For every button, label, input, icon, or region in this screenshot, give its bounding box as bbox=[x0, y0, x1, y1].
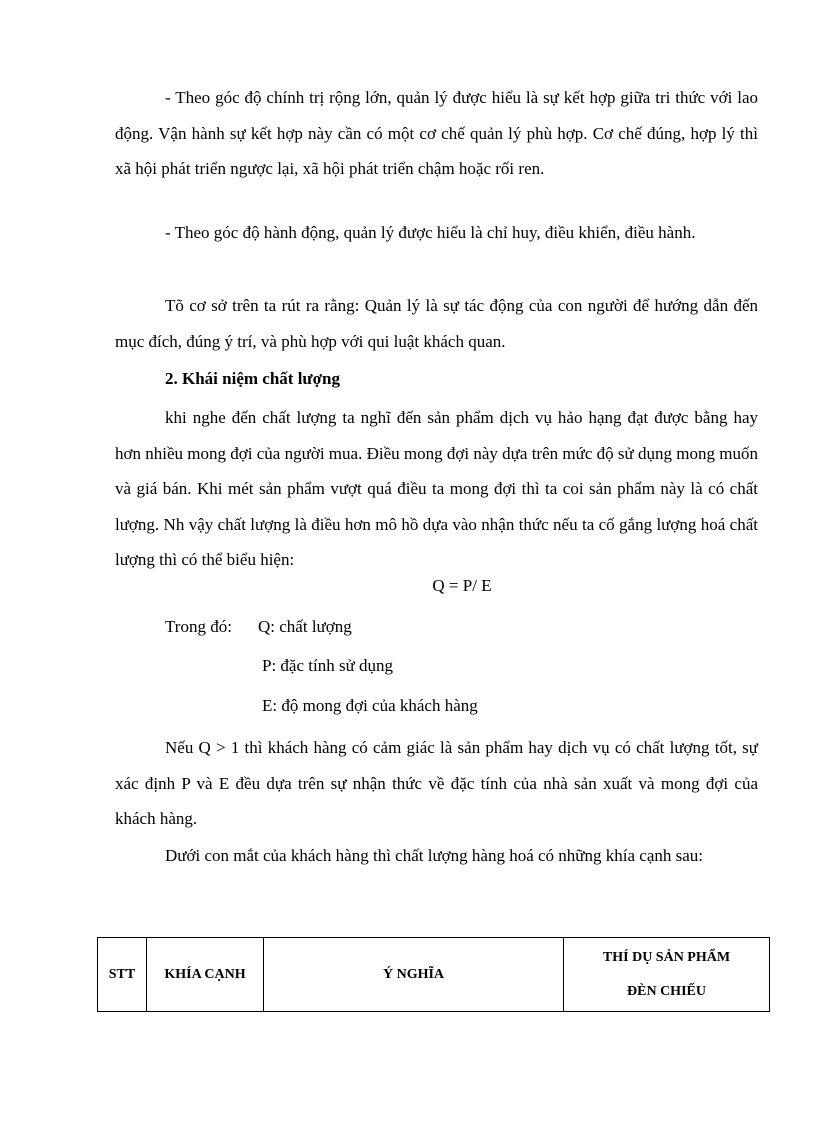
definition-p: P: đặc tính sử dụng bbox=[262, 656, 394, 675]
section-heading: 2. Khái niệm chất lượng bbox=[165, 369, 340, 388]
quality-formula: Q = P/ E bbox=[432, 576, 492, 595]
header-aspect: KHÍA CẠNH bbox=[147, 938, 264, 1012]
paragraph-conclusion: Tõ cơ sở trên ta rút ra rằng: Quản lý là sự tác động của con người để hướng dẫn đến mục đích, đúng ý trí, và phù hợp với qui luật khách quan. bbox=[115, 296, 758, 351]
table-header-row bbox=[98, 938, 770, 1012]
quality-aspects-table bbox=[97, 937, 770, 1012]
paragraph-customer-view: Dưới con mắt của khách hàng thì chất lượng hàng hoá có những khía cạnh sau: bbox=[165, 846, 703, 865]
definition-q: Q: chất lượng bbox=[258, 617, 352, 636]
paragraph-q-condition: Nếu Q > 1 thì khách hàng có cảm giác là sản phẩm hay dịch vụ có chất lượng tốt, sự xác định P và E đều dựa trên sự nhận thức về đặc tính của nhà sản xuất và mong đợi của khách hàng. bbox=[115, 738, 758, 828]
header-stt: STT bbox=[98, 938, 147, 1012]
paragraph-political-angle: - Theo góc độ chính trị rộng lớn, quản lý được hiểu là sự kết hợp giữa tri thức với lao động. Vận hành sự kết hợp này cần có một cơ chế quản lý phù hợp. Cơ chế đúng, hợp lý thì xã hội phát triển ngược lại, xã hội phát triển chậm hoặc rối ren. bbox=[115, 88, 758, 178]
paragraph-action-angle: - Theo góc độ hành động, quản lý được hiểu là chỉ huy, điều khiển, điều hành. bbox=[165, 223, 696, 242]
header-example-line1: THÍ DỤ SẢN PHẨM bbox=[602, 949, 731, 965]
header-meaning: Ý NGHĨA bbox=[264, 938, 564, 1012]
paragraph-quality-intro: khi nghe đến chất lượng ta nghĩ đến sản phẩm dịch vụ hảo hạng đạt được bằng hay hơn nhiều mong đợi của người mua. Điều mong đợi này dựa trên mức độ sử dụng mong muốn và giá bán. Khi mét sản phẩm vượt quá điều ta mong đợi thì ta coi sản phẩm này là có chất lượng. Nh vậy chất lượng là điều hơn mô hồ dựa vào nhận thức nếu ta cố gắng lượng hoá chất lượng thì có thể biểu hiện: bbox=[115, 408, 758, 569]
header-example-line2: ĐÈN CHIẾU bbox=[627, 983, 706, 999]
definition-e: E: độ mong đợi của khách hàng bbox=[262, 696, 478, 715]
header-example bbox=[564, 938, 770, 1012]
definitions-prefix: Trong đó: bbox=[165, 617, 232, 636]
